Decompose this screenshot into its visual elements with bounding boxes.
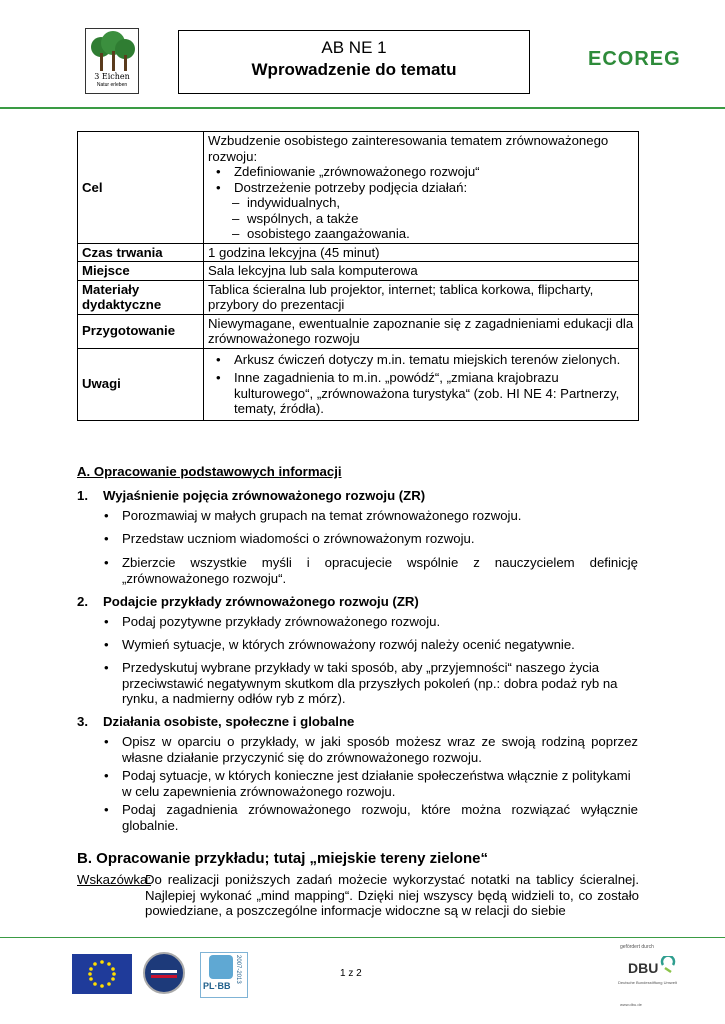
- eu-stars-icon: [72, 954, 132, 994]
- hint-label: Wskazówka:: [77, 872, 152, 887]
- uwagi-value: [204, 348, 639, 420]
- footer-divider: [0, 937, 725, 938]
- table-row: [78, 243, 639, 262]
- przygotowanie-label: Przygotowanie: [78, 314, 204, 348]
- heading-3: [77, 714, 354, 729]
- cel-intro: Wzbudzenie osobistego zainteresowania tematem zrównoważonego rozwoju:: [208, 133, 609, 164]
- seal-stripes-icon: [145, 954, 183, 992]
- materialy-label: Materiały dydaktyczne: [78, 280, 204, 314]
- table-row: [78, 262, 639, 281]
- logo-3-eichen: [85, 28, 139, 94]
- list-item: • Przedyskutuj wybrane przykłady w taki sposób, aby „przyjemności“ naszego życia przeciwstawić negatywnym skutkom dla przyszłych pokoleń (np.: dobra podaż ryb na rynku, a nadmierny odłów ryb z mórz).: [104, 660, 618, 706]
- uwagi-bullet: • Arkusz ćwiczeń dotyczy m.in. tematu miejskich terenów zielonych.: [208, 352, 634, 368]
- miejsce-label: Miejsce: [78, 262, 204, 281]
- plbb-text: PL·BB: [203, 981, 231, 991]
- dbu-top: gefördert durch: [620, 944, 654, 950]
- cel-label: Cel: [78, 132, 204, 244]
- ecoreg-logo: ECOREG: [588, 48, 681, 70]
- eu-flag-logo: [72, 954, 132, 994]
- table-row: [78, 348, 639, 420]
- table-row: [78, 132, 639, 244]
- heading-3-number: 3.: [77, 714, 88, 729]
- list-item: • Wymień sytuacje, w których zrównoważony rozwój należy ocenić negatywnie.: [104, 637, 575, 652]
- czas-value: 1 godzina lekcyjna (45 minut): [204, 243, 639, 262]
- czas-label: Czas trwania: [78, 243, 204, 262]
- dbu-logo: [618, 944, 678, 1014]
- section-b-title: B. Opracowanie przykładu; tutaj „miejskie tereny zielone“: [77, 850, 488, 867]
- title-box: [178, 30, 530, 94]
- list-item: • Zbierzcie wszystkie myśli i opracujecie wspólnie z nauczycielem definicję „zrównoważonego rozwoju“.: [104, 555, 638, 586]
- heading-1-text: Wyjaśnienie pojęcia zrównoważonego rozwoju (ZR): [103, 488, 426, 503]
- list-item: • Podaj sytuacje, w których konieczne jest działanie społeczeństwa włącznie z politykami w celu zapewnienia zrównoważonego rozwoju.: [104, 768, 631, 799]
- heading-3-text: Działania osobiste, społeczne i globalne: [103, 714, 355, 729]
- seal-logo: [143, 952, 185, 994]
- heading-2-number: 2.: [77, 594, 88, 609]
- logo-left-text: 3 Eichen: [94, 72, 130, 81]
- miejsce-value: Sala lekcyjna lub sala komputerowa: [204, 262, 639, 281]
- table-row: [78, 314, 639, 348]
- cel-dash: – indywidualnych,: [208, 195, 634, 211]
- section-a-title: A. Opracowanie podstawowych informacji: [77, 464, 342, 479]
- hint-text: Do realizacji poniższych zadań możecie wykorzystać notatki na tablicy ścieralnej. Najlepiej wykonać „mind mapping“. Dzięki niej wszyscy będą widzieli to, co zostało powiedziane, a poszczególne informacje widoczne są w relacji do siebie: [145, 872, 639, 918]
- uwagi-label: Uwagi: [78, 348, 204, 420]
- header-divider: [0, 107, 725, 109]
- dbu-url: www.dbu.de: [620, 1002, 642, 1007]
- page-title: Wprowadzenie do tematu: [251, 60, 457, 79]
- cel-value: [204, 132, 639, 244]
- heading-1: [77, 488, 425, 503]
- heading-2-text: Podajcie przykłady zrównoważonego rozwoju (ZR): [103, 594, 419, 609]
- list-item: • Podaj pozytywne przykłady zrównoważonego rozwoju.: [104, 614, 441, 629]
- materialy-value: Tablica ścieralna lub projektor, internet; tablica korkowa, flipcharty, przybory do prezentacji: [204, 280, 639, 314]
- dbu-sub: Deutsche Bundesstiftung Umwelt: [618, 980, 677, 985]
- lesson-info-table: [77, 131, 639, 421]
- uwagi-bullet: • Inne zagadnienia to m.in. „powódź“, „zmiana krajobrazu kulturowego“, „zrównoważona turystyka“ (zob. HI NE 4: Partnerzy, tematy, źródła).: [208, 370, 634, 417]
- heading-2: [77, 594, 419, 609]
- plbb-logo: [200, 952, 248, 998]
- logo-left-sub: Natur erleben: [96, 82, 128, 88]
- cel-dash: – wspólnych, a także: [208, 211, 634, 227]
- document-code: AB NE 1: [321, 38, 387, 57]
- cel-bullet: • Dostrzeżenie potrzeby podjęcia działań:: [208, 180, 634, 196]
- list-item: • Opisz w oparciu o przykłady, w jaki sposób możesz wraz ze swoją rodziną poprzez własne działanie przyczynić się do zrównoważonego rozwoju.: [104, 734, 638, 765]
- dbu-text: DBU: [628, 960, 659, 976]
- przygotowanie-value: Niewymagane, ewentualnie zapoznanie się z zagadnieniami edukacji dla zrównoważonego rozwoju: [204, 314, 639, 348]
- cel-bullet: • Zdefiniowanie „zrównoważonego rozwoju“: [208, 164, 634, 180]
- cel-dash: – osobistego zaangażowania.: [208, 226, 634, 242]
- plbb-years: 2007-2013: [235, 955, 241, 984]
- page-number: 1 z 2: [340, 968, 362, 979]
- dbu-leaf-icon: [660, 956, 676, 974]
- hint-paragraph: [77, 872, 639, 919]
- table-row: [78, 280, 639, 314]
- list-item: • Podaj zagadnienia zrównoważonego rozwoju, które można rozwiązać wyłącznie globalnie.: [104, 802, 638, 833]
- heading-1-number: 1.: [77, 488, 88, 503]
- list-item: • Przedstaw uczniom wiadomości o zrównoważonym rozwoju.: [104, 531, 475, 546]
- list-item: • Porozmawiaj w małych grupach na temat zrównoważonego rozwoju.: [104, 508, 522, 523]
